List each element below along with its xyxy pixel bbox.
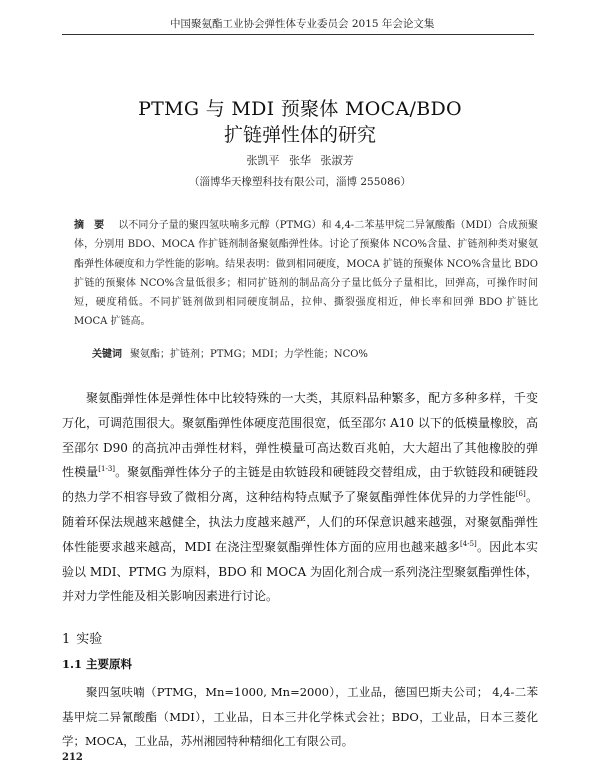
introduction <box>62 386 538 609</box>
section-number: 1 <box>62 632 71 647</box>
intro-text-3: 。随着环保法规越来越健全，执法力度越来越严，人们的环保意识越来越强，对聚氨酯弹性体性能要求越来越高，MDI 在浇注型聚氨酯弹性体方面的应用也越来越多 <box>62 490 538 554</box>
citation-ref: [4-5] <box>460 539 477 548</box>
abstract-text: 以不同分子量的聚四氢呋喃多元醇（PTMG）和 4,4-二苯基甲烷二异氰酸酯（MDI）合成预聚体，分别用 BDO、MOCA 作扩链剂制备聚氨酯弹性体。讨论了预聚体 NCO%含量、扩链剂种类对聚氨酯弹性体硬度和力学性能的影响。结果表明：做到相同硬度，MOCA 扩链的预聚体 NCO%含量比 BDO 扩链的预聚体 NCO%含量低很多；相同扩链剂的制品高分子量比低分子量相比，回弹高，可操作时间短，硬度稍低。不同扩链剂做到相同硬度制品，拉伸、撕裂强度相近，伸长率和回弹 BDO 扩链比 MOCA 扩链高。 <box>74 220 539 328</box>
keywords <box>92 345 538 360</box>
subsection-heading: 1.1 主要原料 <box>62 657 133 671</box>
materials-paragraph: 聚四氢呋喃（PTMG，Mn=1000, Mn=2000），工业品，德国巴斯夫公司； 4,4-二苯基甲烷二异氰酸酯（MDI），工业品，日本三井化学株式会社；BDO，工业品，日本三菱化学；MOCA，工业品，苏州湘园特种精细化工有限公司。 <box>62 685 538 748</box>
paper-title-line-1: PTMG 与 MDI 预聚体 MOCA/BDO <box>138 98 462 120</box>
keywords-text: 聚氨酯；扩链剂；PTMG；MDI；力学性能；NCO% <box>130 349 368 360</box>
abstract-label: 摘要 <box>74 220 115 231</box>
paper-title-line-2: 扩链弹性体的研究 <box>223 124 376 146</box>
intro-text-4: 。因此本实验以 MDI、PTMG 为原料，BDO 和 MOCA 为固化剂合成一系列浇注型聚氨酯弹性体，并对力学性能及相关影响因素进行讨论。 <box>62 539 538 604</box>
citation-ref: [1-3] <box>98 465 115 474</box>
intro-text-1: 聚氨酯弹性体是弹性体中比较特殊的一大类，其原料品种繁多，配方多种多样，千变万化，可调范围很大。聚氨酯弹性体硬度范围很宽，低至邵尔 A10 以下的低模量橡胶，高至邵尔 D90 的高抗冲击弹性材料，弹性模量可高达数百兆帕，大大超出了其他橡胶的弹性模量 <box>62 391 538 480</box>
section-title: 实验 <box>76 632 103 647</box>
abstract <box>74 216 538 332</box>
keywords-label: 关键词 <box>92 349 122 360</box>
authors: 张凯平 张华 张淑芳 <box>246 154 354 167</box>
section-heading <box>62 628 102 647</box>
header-rule <box>62 34 534 35</box>
affiliation: （淄博华天橡塑科技有限公司，淄博 255086） <box>189 176 411 188</box>
intro-paragraph <box>62 386 538 609</box>
citation-ref: [6] <box>515 490 526 499</box>
intro-text-2: 。聚氨酯弹性体分子的主链是由软链段和硬链段交替组成，由于软链段和硬链段的热力学不相容导致了微相分离，这种结构特点赋予了聚氨酯弹性体优异的力学性能 <box>62 465 538 505</box>
running-head: 中国聚氨酯工业协会弹性体专业委员会 2015 年会论文集 <box>170 18 435 30</box>
page-number: 212 <box>62 752 83 763</box>
